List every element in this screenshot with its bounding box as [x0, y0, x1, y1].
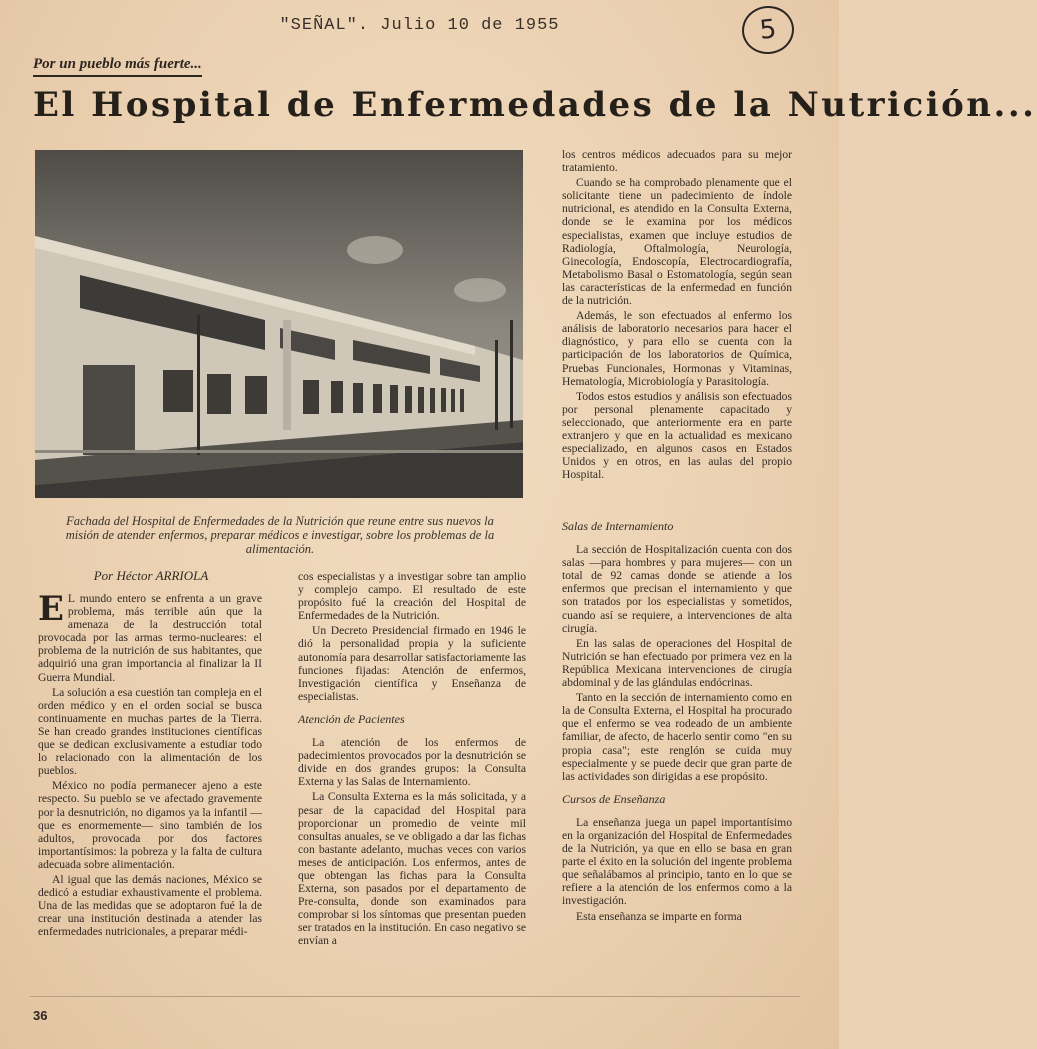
article-column-3-top [562, 148, 792, 483]
paragraph: Un Decreto Presidencial firmado en 1946 le dió la personalidad propia y la suficiente autonomía para desarrollar satisfactoriamente las funciones fijadas: Atención de enfermos, Investigación científica y Enseñanza de especialistas. [298, 624, 526, 703]
bottom-rule [30, 996, 800, 997]
paragraph: La Consulta Externa es la más solicitada, y a pesar de la capacidad del Hospital para proporcionar un promedio de veinte mil consultas anuales, se ve obligado a dar las fichas con bastante adelanto, muchas veces con varios meses de anticipación. Los enfermos, antes de que obtengan las fichas para la Consulta Externa, son pasados por el departamento de Pre-consulta, donde son examinados para comprobar si los síntomas que presentan pueden ser tratados en la institución. En caso negativo se envían a [298, 790, 526, 948]
byline: Por Héctor ARRIOLA [93, 568, 209, 583]
paragraph: Esta enseñanza se imparte en forma [576, 909, 742, 923]
paragraph: La solución a esa cuestión tan compleja en el orden médico y en el orden social se busca continuamente en muchas partes de la Tierra. Se han creado grandes instituciones científicas que se dedican exclusivamente a estudiar todo lo relacionado con la alimentación de los pueblos. [38, 685, 262, 778]
photo-caption: Fachada del Hospital de Enfermedades de la Nutrición que reune entre sus nuevos la misión de atender enfermos, preparar médicos e investigar, sobre los problemas de la alimentación. [65, 514, 495, 556]
paragraph: México no podía permanecer ajeno a este respecto. Su pueblo se ve afectado gravemente por la desnutrición, no digamos ya la infantil —que es enormemente— sino también de los adultos, provocada por dos factores importantísimos: la pobreza y la falta de cultura adecuada sobre alimentación. [38, 779, 262, 871]
headline: El Hospital de Enfermedades de la Nutrición... [33, 85, 1037, 125]
paragraph: La atención de los enfermos de padecimientos provocados por la desnutrición se divide en dos grandes grupos: la Consulta Externa y las Salas de Internamiento. [298, 736, 526, 789]
paragraph: cos especialistas y a investigar sobre tan amplio y complejo campo. El resultado de este propósito fué la creación del Hospital de Enfermedades de la Nutrición. [298, 570, 526, 623]
paragraph: La sección de Hospitalización cuenta con dos salas —para hombres y para mujeres— con un total de 92 camas donde se atiende a los enfermos que precisan el internamiento y que son tratados por los especialistas y sometidos, cuando así se requiere, a intervenciones de alta cirugía. [562, 543, 792, 635]
subheading-atencion: Atención de Pacientes [298, 711, 405, 726]
hospital-photo [35, 150, 523, 498]
hospital-building-image [35, 150, 523, 498]
page-folio: 36 [33, 1008, 48, 1023]
handwritten-page-number: 5 [740, 3, 797, 56]
subheading-cursos: Cursos de Enseñanza [562, 791, 666, 806]
article-column-3 [562, 520, 792, 925]
paragraph: Todos estos estudios y análisis son efectuados por personal plenamente capacitado y seleccionado, que anteriormente era en parte extranjero y que en la actualidad es mexicano especializado, en algunos casos en Estados Unidos y en otros, en las aulas del propio Hospital. [562, 389, 792, 482]
opening-paragraph: E L mundo entero se enfrenta a un grave problema, más terrible aún que la amenaza de la destrucción total provocada por las armas termo-nucleares: el problema de la nutrición de sus habitantes, que adquirió una gran importancia al finalizar la II Guerra Mundial. [38, 589, 262, 684]
kicker: Por un pueblo más fuerte... [33, 56, 202, 77]
paragraph: Al igual que las demás naciones, México se dedicó a estudiar exhaustivamente el problema. Una de las medidas que se adoptaron fué la de crear una institución destinada a atender las enfermedades nutricionales, a preparar médi- [38, 872, 262, 939]
paragraph: La enseñanza juega un papel importantísimo en la organización del Hospital de Enfermedades de la Nutrición, ya que en ello se basa en gran parte el éxito en la solución del ingente problema que señalábamos al principio, tanto en lo que se refiere a la atención de los enfermos como a la investigación. [562, 815, 792, 908]
publication-header: "SEÑAL". Julio 10 de 1955 [279, 16, 560, 35]
article-column-2 [298, 570, 526, 950]
paragraph: En las salas de operaciones del Hospital de Nutrición se han efectuado por primera vez en la República Mexicana intervenciones de cirugía abdominal y de las glándulas endócrinas. [562, 636, 792, 690]
paragraph: Además, le son efectuados al enfermo los análisis de laboratorio necesarios para hacer el diagnóstico, y para ello se cuenta con la participación de los laboratorios de Química, Pruebas Funcionales, Hormonas y Vitaminas, Hematología, Microbiología y Parasitología. [562, 309, 792, 388]
article-column-1 [38, 589, 262, 940]
drop-cap: E [38, 589, 64, 629]
paragraph: los centros médicos adecuados para su mejor tratamiento. [562, 148, 792, 175]
paragraph: Cuando se ha comprobado plenamente que el solicitante tiene un padecimiento de índole nutricional, es atendido en la Consulta Externa, donde se le examina por los médicos especialistas, examen que incluye estudios de Radiología, Oftalmología, Neurología, Ginecología, Endoscopía, Electrocardiografía, Metabolismo Basal o Estomatología, según sean las características de la enfermedad en función de la nutrición. [562, 176, 792, 308]
paragraph: Tanto en la sección de internamiento como en la de Consulta Externa, el Hospital ha procurado que el enfermo se vea rodeado de un ambiente familiar, de afecto, de hacerlo sentir como "en su propia casa"; este renglón se cuida muy especialmente y se puede decir que gran parte de las actividades son dirigidas a ese propósito. [562, 691, 792, 783]
subheading-salas: Salas de Internamiento [562, 519, 674, 533]
